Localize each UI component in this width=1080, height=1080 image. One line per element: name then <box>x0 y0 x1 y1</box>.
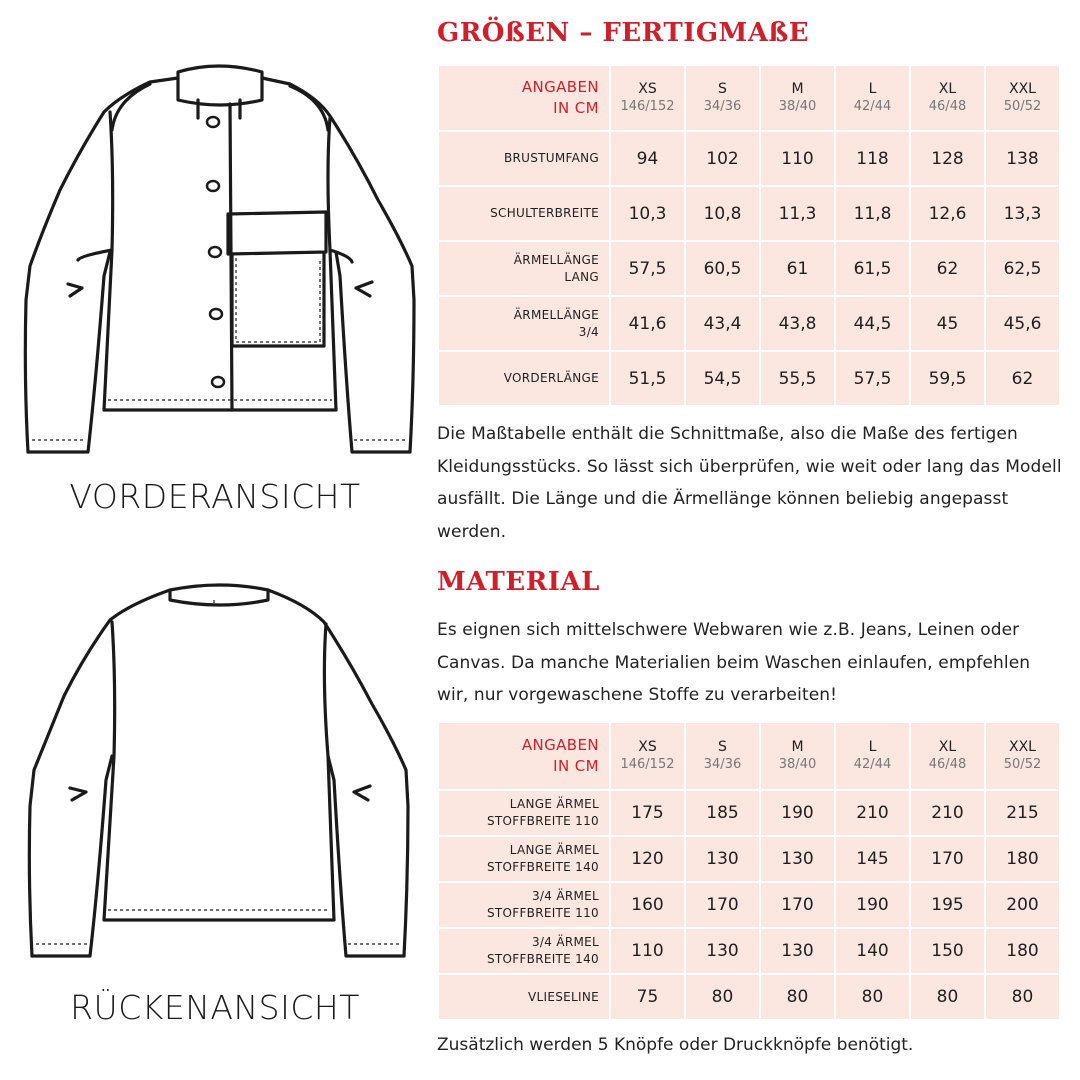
buttons-note: Zusätzlich werden 5 Knöpfe oder Druckknöpfe benötigt. <box>437 1035 914 1055</box>
measurement-cell: 45 <box>911 297 984 350</box>
size-column-header <box>836 723 909 789</box>
size-column-header <box>611 66 684 130</box>
measurement-cell: 160 <box>611 883 684 927</box>
row-label-line: STOFFBREITE 110 <box>486 814 599 828</box>
measurement-cell: 118 <box>836 132 909 185</box>
size-column-header <box>836 66 909 130</box>
row-label-line: ÄRMELLÄNGE <box>513 307 599 322</box>
measurement-cell: 11,8 <box>836 187 909 240</box>
measurement-cell: 130 <box>761 837 834 881</box>
measurement-cell: 44,5 <box>836 297 909 350</box>
row-label <box>439 352 609 405</box>
measurement-cell: 130 <box>761 929 834 973</box>
table-row <box>439 883 1059 927</box>
size-name: XL <box>938 81 957 97</box>
size-column-header <box>986 66 1059 130</box>
measurement-cell: 145 <box>836 837 909 881</box>
measurement-cell: 110 <box>761 132 834 185</box>
front-view-label: VORDERANSICHT <box>69 477 361 516</box>
table-row <box>439 837 1059 881</box>
eu-size-range: 146/152 <box>620 99 675 114</box>
eu-size-range: 34/36 <box>703 757 742 772</box>
table-row <box>439 132 1059 185</box>
size-column-header <box>911 723 984 789</box>
size-name: M <box>791 81 804 97</box>
size-name: XL <box>938 739 957 755</box>
table-row <box>439 187 1059 240</box>
measurement-cell: 185 <box>686 791 759 835</box>
eu-size-range: 42/44 <box>853 99 892 114</box>
eu-size-range: 42/44 <box>853 757 892 772</box>
table-row <box>439 929 1059 973</box>
measurement-cell: 195 <box>911 883 984 927</box>
row-label <box>439 297 609 350</box>
row-label <box>439 791 609 835</box>
measurement-cell: 210 <box>911 791 984 835</box>
table-row <box>439 242 1059 295</box>
measurement-cell: 61,5 <box>836 242 909 295</box>
measurement-cell: 80 <box>836 975 909 1019</box>
size-name: L <box>868 81 877 97</box>
measurement-cell: 80 <box>986 975 1059 1019</box>
row-label-line: 3/4 <box>578 324 599 339</box>
eu-size-range: 50/52 <box>1003 99 1042 114</box>
size-name: XXL <box>1009 81 1036 97</box>
measurement-cell: 190 <box>761 791 834 835</box>
measurement-cell: 10,8 <box>686 187 759 240</box>
sizes-description: Die Maßtabelle enthält die Schnittmaße, also die Maße des fertigen Kleidungsstücks. So lässt sich überprüfen, wie weit oder lang das Modell ausfällt. Die Länge und die Ärmellänge können beliebig angepasst werden. <box>437 424 1062 542</box>
table-header-row <box>439 723 1059 789</box>
row-label-line: LANGE ÄRMEL <box>509 797 599 811</box>
table-row <box>439 297 1059 350</box>
measurement-cell: 75 <box>611 975 684 1019</box>
measurement-cell: 94 <box>611 132 684 185</box>
size-column-header <box>986 723 1059 789</box>
measurement-cell: 41,6 <box>611 297 684 350</box>
size-column-header <box>611 723 684 789</box>
eu-size-range: 46/48 <box>928 757 967 772</box>
row-label <box>439 975 609 1019</box>
row-label <box>439 187 609 240</box>
table-row <box>439 975 1059 1019</box>
measurement-cell: 150 <box>911 929 984 973</box>
corner-label-line-2: IN CM <box>553 99 599 117</box>
measurement-cell: 180 <box>986 929 1059 973</box>
measurement-cell: 102 <box>686 132 759 185</box>
jacket-back-drawing <box>0 570 430 980</box>
measurement-cell: 51,5 <box>611 352 684 405</box>
corner-label-line-1: ANGABEN <box>521 78 599 96</box>
size-name: M <box>791 739 804 755</box>
back-view-label: RÜCKENANSICHT <box>70 988 360 1027</box>
row-label <box>439 132 609 185</box>
material-heading: MATERIAL <box>437 567 600 597</box>
size-name: XS <box>638 739 657 755</box>
eu-size-range: 34/36 <box>703 99 742 114</box>
row-label-line: ÄRMELLÄNGE <box>513 252 599 267</box>
measurement-cell: 54,5 <box>686 352 759 405</box>
measurement-cell: 43,4 <box>686 297 759 350</box>
row-label-line: STOFFBREITE 140 <box>486 952 599 966</box>
jacket-front-drawing <box>0 0 430 470</box>
measurement-cell: 110 <box>611 929 684 973</box>
corner-label-line-1: ANGABEN <box>521 736 599 754</box>
measurement-cell: 43,8 <box>761 297 834 350</box>
table-corner-label <box>439 723 609 789</box>
sizes-table <box>437 64 1061 407</box>
size-column-header <box>686 723 759 789</box>
row-label <box>439 242 609 295</box>
eu-size-range: 38/40 <box>778 99 817 114</box>
size-name: XXL <box>1009 739 1036 755</box>
measurement-cell: 10,3 <box>611 187 684 240</box>
sizes-heading: GRÖßEN – FERTIGMAßE <box>437 18 810 48</box>
measurement-cell: 80 <box>686 975 759 1019</box>
size-column-header <box>761 723 834 789</box>
table-row <box>439 791 1059 835</box>
measurement-cell: 210 <box>836 791 909 835</box>
material-table <box>437 721 1061 1021</box>
measurement-cell: 138 <box>986 132 1059 185</box>
measurement-cell: 80 <box>911 975 984 1019</box>
measurement-cell: 170 <box>911 837 984 881</box>
row-label <box>439 883 609 927</box>
measurement-cell: 12,6 <box>911 187 984 240</box>
row-label-line: STOFFBREITE 140 <box>486 860 599 874</box>
measurement-cell: 55,5 <box>761 352 834 405</box>
measurement-cell: 60,5 <box>686 242 759 295</box>
measurement-cell: 13,3 <box>986 187 1059 240</box>
measurement-cell: 57,5 <box>836 352 909 405</box>
row-label-line: VORDERLÄNGE <box>503 371 599 385</box>
row-label-line: LANG <box>564 269 599 284</box>
eu-size-range: 50/52 <box>1003 757 1042 772</box>
row-label-line: STOFFBREITE 110 <box>486 906 599 920</box>
measurement-cell: 170 <box>686 883 759 927</box>
size-column-header <box>761 66 834 130</box>
measurement-cell: 175 <box>611 791 684 835</box>
eu-size-range: 46/48 <box>928 99 967 114</box>
measurement-cell: 130 <box>686 929 759 973</box>
measurement-cell: 62 <box>986 352 1059 405</box>
row-label-line: 3/4 ÄRMEL <box>532 935 599 949</box>
table-corner-label <box>439 66 609 130</box>
button-icons <box>207 117 224 387</box>
size-name: S <box>718 81 727 97</box>
size-column-header <box>911 66 984 130</box>
measurement-cell: 11,3 <box>761 187 834 240</box>
measurement-cell: 190 <box>836 883 909 927</box>
measurement-cell: 62,5 <box>986 242 1059 295</box>
eu-size-range: 146/152 <box>620 757 675 772</box>
size-name: S <box>718 739 727 755</box>
measurement-cell: 120 <box>611 837 684 881</box>
corner-label-line-2: IN CM <box>553 757 599 775</box>
measurement-cell: 62 <box>911 242 984 295</box>
measurement-cell: 180 <box>986 837 1059 881</box>
size-name: L <box>868 739 877 755</box>
row-label-line: 3/4 ÄRMEL <box>532 889 599 903</box>
row-label <box>439 929 609 973</box>
measurement-cell: 140 <box>836 929 909 973</box>
back-view-sketch <box>0 570 430 980</box>
table-row <box>439 352 1059 405</box>
measurement-cell: 130 <box>686 837 759 881</box>
measurement-cell: 200 <box>986 883 1059 927</box>
row-label <box>439 837 609 881</box>
measurement-cell: 61 <box>761 242 834 295</box>
table-header-row <box>439 66 1059 130</box>
measurement-cell: 57,5 <box>611 242 684 295</box>
row-label-line: VLIESELINE <box>528 989 599 1004</box>
size-name: XS <box>638 81 657 97</box>
measurement-cell: 59,5 <box>911 352 984 405</box>
material-description: Es eignen sich mittelschwere Webwaren wie z.B. Jeans, Leinen oder Canvas. Da manche Materialien beim Waschen einlaufen, empfehlen wir, nur vorgewaschene Stoffe zu verarbeiten! <box>437 620 1031 705</box>
measurement-cell: 215 <box>986 791 1059 835</box>
row-label-line: LANGE ÄRMEL <box>509 843 599 857</box>
measurement-cell: 80 <box>761 975 834 1019</box>
row-label-line: BRUSTUMFANG <box>503 151 599 165</box>
row-label-line: SCHULTERBREITE <box>490 206 599 220</box>
eu-size-range: 38/40 <box>778 757 817 772</box>
front-view-sketch <box>0 0 430 470</box>
measurement-cell: 170 <box>761 883 834 927</box>
measurement-cell: 128 <box>911 132 984 185</box>
size-column-header <box>686 66 759 130</box>
measurement-cell: 45,6 <box>986 297 1059 350</box>
